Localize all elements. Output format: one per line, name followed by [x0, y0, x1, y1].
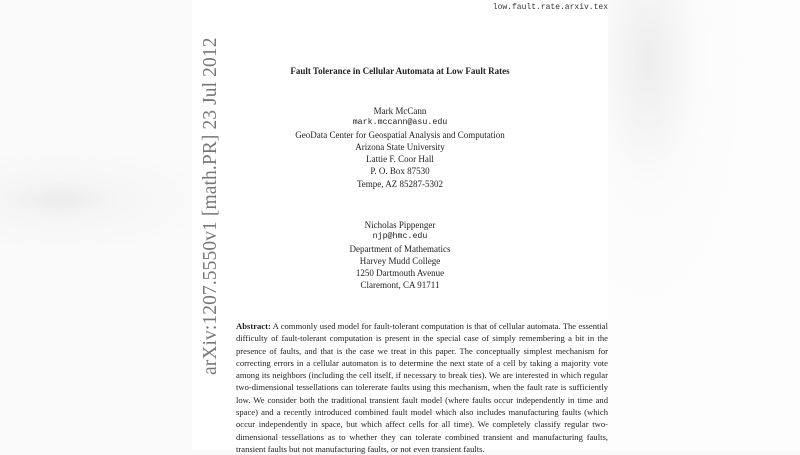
affiliation-line: Department of Mathematics [349, 244, 451, 255]
affiliation-line: Harvey Mudd College [359, 256, 441, 267]
affiliation-line: Lattie F. Coor Hall [366, 154, 434, 165]
header-filename: low.fault.rate.arxiv.tex [492, 3, 608, 12]
affiliation-line: Claremont, CA 91711 [360, 280, 440, 291]
affiliation-line: Tempe, AZ 85287-5302 [356, 178, 444, 189]
abstract-label: Abstract: [236, 321, 271, 331]
author-name: Nicholas Pippenger [364, 220, 436, 230]
author-email[interactable]: njp@hmc.edu [372, 232, 428, 242]
author-block-2 [192, 219, 608, 292]
affiliation-line: P. O. Box 87530 [370, 166, 430, 177]
abstract [236, 320, 608, 455]
affiliation-line: Arizona State University [355, 142, 445, 153]
background-right [608, 0, 800, 450]
affiliation-line: GeoData Center for Geospatial Analysis and Computation [295, 130, 505, 141]
affiliation-line: 1250 Dartmouth Avenue [355, 268, 445, 279]
author-name: Mark McCann [373, 106, 427, 116]
author-email[interactable]: mark.mccann@asu.edu [352, 118, 448, 128]
paper-title: Fault Tolerance in Cellular Automata at Low Fault Rates [290, 66, 510, 76]
document-page [192, 0, 608, 454]
arxiv-stamp: arXiv:1207.5550v1 [math.PR] 23 Jul 2012 [200, 37, 221, 375]
abstract-text: A commonly used model for fault-tolerant computation is that of cellular automata. The essential difficulty of fault-tolerant computation is present in the special case of simply remembering a bit in the presence of faults, and that is the case we treat in this paper. The conceptually simplest mechanism for correcting errors in a cellular automaton is to determine the next state of a cell by taking a majority vote among its neighbors (including the cell itself, if necessary to break ties). We are interested in which regular two-dimensional tessellations can tolererate faults using this mechanism, when the fault rate is sufficiently low. We consider both the traditional transient fault model (where faults occur independently in time and space) and a recently introduced combined fault model which also includes manufacturing faults (which occur independently in space, but which affect cells for all time). We completely classify regular two-dimensional tessellations as to whether they can tolerate combined transient and manufacturing faults, transient faults but not manufacturing faults, or not even transient faults. [236, 321, 608, 454]
author-block-1 [192, 105, 608, 190]
